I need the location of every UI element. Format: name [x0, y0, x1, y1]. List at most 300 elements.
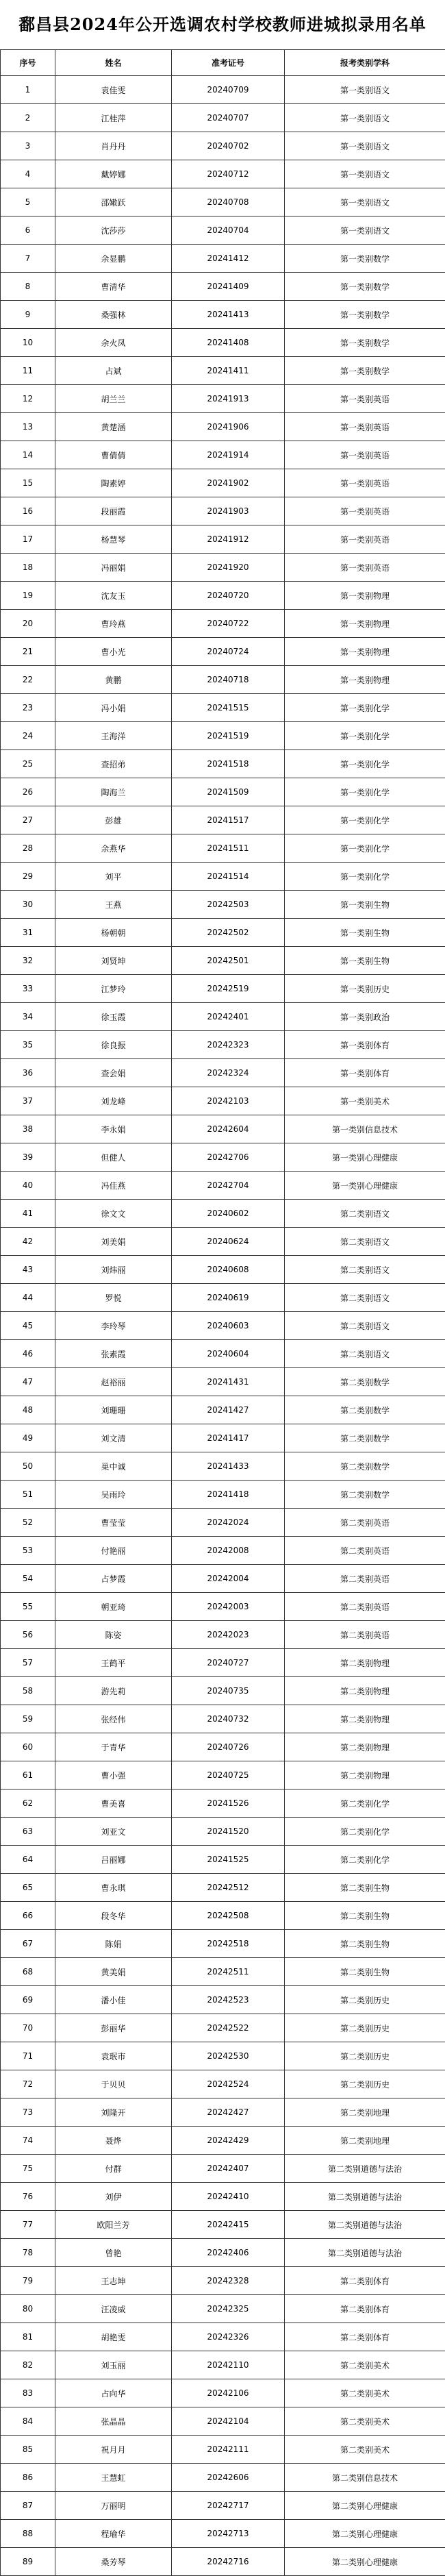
cell-category: 第一类别数学 — [285, 357, 445, 385]
cell-category: 第一类别心理健康 — [285, 1143, 445, 1172]
cell-name: 刘美娟 — [55, 1228, 172, 1256]
cell-name: 刘亚文 — [55, 1818, 172, 1846]
cell-exam-number: 20242003 — [172, 1593, 285, 1621]
cell-exam-number: 20241417 — [172, 1424, 285, 1452]
cell-exam-number: 20240718 — [172, 666, 285, 694]
table-row — [1, 245, 445, 273]
cell-category: 第一类别数学 — [285, 301, 445, 329]
cell-category: 第二类别数学 — [285, 1396, 445, 1424]
table-row — [1, 273, 445, 301]
cell-name: 刘龙峰 — [55, 1087, 172, 1115]
document-title: 鄱昌县2024年公开选调农村学校教师进城拟录用名单 — [0, 0, 445, 49]
cell-exam-number: 20241913 — [172, 385, 285, 413]
cell-category: 第二类别道德与法治 — [285, 2183, 445, 2211]
cell-name: 王鹤平 — [55, 1649, 172, 1677]
cell-exam-number: 20240720 — [172, 582, 285, 610]
cell-exam-number: 20241409 — [172, 273, 285, 301]
cell-index: 26 — [1, 778, 55, 806]
cell-exam-number: 20242110 — [172, 2351, 285, 2379]
cell-category: 第一类别物理 — [285, 610, 445, 638]
cell-index: 88 — [1, 2520, 55, 2548]
cell-exam-number: 20241515 — [172, 694, 285, 722]
table-row — [1, 1340, 445, 1368]
cell-exam-number: 20241408 — [172, 329, 285, 357]
cell-index: 36 — [1, 1059, 55, 1087]
header-exam-number: 准考证号 — [172, 50, 285, 76]
cell-index: 57 — [1, 1649, 55, 1677]
table-row — [1, 582, 445, 610]
table-row — [1, 1958, 445, 1986]
table-row — [1, 1902, 445, 1930]
cell-category: 第二类别生物 — [285, 1958, 445, 1986]
cell-category: 第二类别生物 — [285, 1874, 445, 1902]
cell-exam-number: 20240709 — [172, 76, 285, 104]
header-name: 姓名 — [55, 50, 172, 76]
table-row — [1, 1761, 445, 1789]
cell-name: 李玲琴 — [55, 1312, 172, 1340]
cell-name: 彭丽华 — [55, 2014, 172, 2042]
cell-exam-number: 20242415 — [172, 2211, 285, 2239]
table-row — [1, 357, 445, 385]
cell-exam-number: 20241902 — [172, 469, 285, 497]
cell-exam-number: 20240707 — [172, 104, 285, 132]
table-row — [1, 2239, 445, 2267]
cell-exam-number: 20242023 — [172, 1621, 285, 1649]
cell-index: 38 — [1, 1115, 55, 1143]
cell-category: 第二类别历史 — [285, 2042, 445, 2070]
table-row — [1, 469, 445, 497]
cell-name: 于贝贝 — [55, 2070, 172, 2098]
cell-index: 29 — [1, 863, 55, 891]
cell-name: 江梦玲 — [55, 975, 172, 1003]
cell-index: 28 — [1, 834, 55, 863]
cell-category: 第一类别语文 — [285, 104, 445, 132]
cell-index: 60 — [1, 1733, 55, 1761]
cell-category: 第一类别心理健康 — [285, 1172, 445, 1200]
cell-name: 冯佳燕 — [55, 1172, 172, 1200]
cell-name: 占向华 — [55, 2379, 172, 2407]
cell-index: 47 — [1, 1368, 55, 1396]
cell-category: 第一类别化学 — [285, 722, 445, 750]
table-row — [1, 1284, 445, 1312]
table-row — [1, 2548, 445, 2576]
cell-name: 余显鹏 — [55, 245, 172, 273]
cell-exam-number: 20242104 — [172, 2407, 285, 2436]
table-row — [1, 1172, 445, 1200]
cell-index: 87 — [1, 2492, 55, 2520]
cell-name: 曹小强 — [55, 1761, 172, 1789]
table-row — [1, 722, 445, 750]
cell-exam-number: 20242706 — [172, 1143, 285, 1172]
cell-index: 35 — [1, 1031, 55, 1059]
table-row — [1, 385, 445, 413]
cell-exam-number: 20242716 — [172, 2548, 285, 2576]
cell-index: 69 — [1, 1986, 55, 2014]
cell-name: 曹小光 — [55, 638, 172, 666]
cell-category: 第二类别道德与法治 — [285, 2211, 445, 2239]
cell-index: 4 — [1, 160, 55, 188]
cell-category: 第一类别美术 — [285, 1087, 445, 1115]
table-row — [1, 329, 445, 357]
table-row — [1, 694, 445, 722]
cell-index: 2 — [1, 104, 55, 132]
cell-index: 51 — [1, 1481, 55, 1509]
table-row — [1, 2155, 445, 2183]
cell-index: 8 — [1, 273, 55, 301]
cell-name: 袁珉市 — [55, 2042, 172, 2070]
table-row — [1, 1481, 445, 1509]
cell-name: 付艳丽 — [55, 1537, 172, 1565]
table-row — [1, 1818, 445, 1846]
cell-exam-number: 20240619 — [172, 1284, 285, 1312]
cell-index: 18 — [1, 554, 55, 582]
cell-name: 杨朝朝 — [55, 919, 172, 947]
cell-index: 9 — [1, 301, 55, 329]
cell-index: 49 — [1, 1424, 55, 1452]
table-row — [1, 2014, 445, 2042]
cell-category: 第二类别生物 — [285, 1902, 445, 1930]
cell-category: 第一类别语文 — [285, 76, 445, 104]
table-row — [1, 1059, 445, 1087]
table-row — [1, 1256, 445, 1284]
cell-name: 王志坤 — [55, 2267, 172, 2295]
cell-category: 第二类别物理 — [285, 1761, 445, 1789]
cell-name: 彭雄 — [55, 806, 172, 834]
cell-index: 65 — [1, 1874, 55, 1902]
cell-index: 79 — [1, 2267, 55, 2295]
cell-exam-number: 20240624 — [172, 1228, 285, 1256]
table-row — [1, 1705, 445, 1733]
cell-name: 刘文清 — [55, 1424, 172, 1452]
cell-index: 83 — [1, 2379, 55, 2407]
table-row — [1, 525, 445, 554]
cell-index: 54 — [1, 1565, 55, 1593]
table-row — [1, 2407, 445, 2436]
table-row — [1, 1509, 445, 1537]
cell-category: 第二类别心理健康 — [285, 2492, 445, 2520]
table-row — [1, 2267, 445, 2295]
cell-name: 沈莎莎 — [55, 216, 172, 245]
table-row — [1, 216, 445, 245]
cell-name: 曹莹莹 — [55, 1509, 172, 1537]
cell-index: 13 — [1, 413, 55, 441]
cell-category: 第二类别信息技术 — [285, 2464, 445, 2492]
cell-exam-number: 20242406 — [172, 2239, 285, 2267]
cell-exam-number: 20240712 — [172, 160, 285, 188]
cell-category: 第一类别英语 — [285, 441, 445, 469]
cell-name: 占斌 — [55, 357, 172, 385]
table-row — [1, 919, 445, 947]
cell-name: 罗悦 — [55, 1284, 172, 1312]
cell-category: 第一类别英语 — [285, 554, 445, 582]
cell-index: 77 — [1, 2211, 55, 2239]
cell-name: 于青华 — [55, 1733, 172, 1761]
cell-exam-number: 20240603 — [172, 1312, 285, 1340]
table-row — [1, 2211, 445, 2239]
cell-exam-number: 20241412 — [172, 245, 285, 273]
cell-exam-number: 20241514 — [172, 863, 285, 891]
cell-category: 第一类别数学 — [285, 329, 445, 357]
header-index: 序号 — [1, 50, 55, 76]
table-row — [1, 666, 445, 694]
cell-index: 1 — [1, 76, 55, 104]
cell-index: 33 — [1, 975, 55, 1003]
cell-name: 陈姿 — [55, 1621, 172, 1649]
cell-exam-number: 20242328 — [172, 2267, 285, 2295]
cell-category: 第二类别物理 — [285, 1705, 445, 1733]
cell-category: 第一类别化学 — [285, 750, 445, 778]
cell-category: 第一类别体育 — [285, 1031, 445, 1059]
cell-index: 78 — [1, 2239, 55, 2267]
cell-index: 21 — [1, 638, 55, 666]
cell-index: 27 — [1, 806, 55, 834]
cell-category: 第一类别语文 — [285, 188, 445, 216]
table-row — [1, 947, 445, 975]
cell-category: 第二类别化学 — [285, 1818, 445, 1846]
table-row — [1, 1368, 445, 1396]
cell-exam-number: 20241411 — [172, 357, 285, 385]
cell-exam-number: 20241413 — [172, 301, 285, 329]
cell-category: 第二类别英语 — [285, 1621, 445, 1649]
cell-category: 第二类别数学 — [285, 1424, 445, 1452]
cell-exam-number: 20242103 — [172, 1087, 285, 1115]
cell-name: 付群 — [55, 2155, 172, 2183]
table-row — [1, 1986, 445, 2014]
table-row — [1, 2379, 445, 2407]
cell-index: 55 — [1, 1593, 55, 1621]
table-row — [1, 1424, 445, 1452]
table-row — [1, 1930, 445, 1958]
cell-category: 第二类别物理 — [285, 1677, 445, 1705]
cell-index: 71 — [1, 2042, 55, 2070]
cell-index: 44 — [1, 1284, 55, 1312]
cell-index: 62 — [1, 1789, 55, 1818]
table-row — [1, 1087, 445, 1115]
cell-index: 74 — [1, 2127, 55, 2155]
table-row — [1, 2127, 445, 2155]
cell-index: 39 — [1, 1143, 55, 1172]
cell-exam-number: 20242522 — [172, 2014, 285, 2042]
cell-exam-number: 20242523 — [172, 1986, 285, 2014]
cell-name: 赵裕丽 — [55, 1368, 172, 1396]
cell-index: 32 — [1, 947, 55, 975]
cell-exam-number: 20241509 — [172, 778, 285, 806]
cell-category: 第一类别化学 — [285, 806, 445, 834]
cell-category: 第二类别美术 — [285, 2407, 445, 2436]
table-row — [1, 554, 445, 582]
cell-name: 胡兰兰 — [55, 385, 172, 413]
cell-exam-number: 20241920 — [172, 554, 285, 582]
cell-index: 40 — [1, 1172, 55, 1200]
cell-index: 73 — [1, 2098, 55, 2127]
cell-index: 80 — [1, 2295, 55, 2323]
cell-category: 第二类别道德与法治 — [285, 2155, 445, 2183]
cell-exam-number: 20242407 — [172, 2155, 285, 2183]
cell-index: 12 — [1, 385, 55, 413]
cell-category: 第二类别心理健康 — [285, 2548, 445, 2576]
cell-exam-number: 20242508 — [172, 1902, 285, 1930]
table-row — [1, 1537, 445, 1565]
admission-table — [0, 49, 445, 2576]
cell-name: 江桂萍 — [55, 104, 172, 132]
cell-exam-number: 20240722 — [172, 610, 285, 638]
cell-exam-number: 20241518 — [172, 750, 285, 778]
cell-category: 第二类别美术 — [285, 2379, 445, 2407]
cell-index: 61 — [1, 1761, 55, 1789]
cell-index: 58 — [1, 1677, 55, 1705]
cell-exam-number: 20242717 — [172, 2492, 285, 2520]
cell-name: 曹永琪 — [55, 1874, 172, 1902]
cell-category: 第二类别英语 — [285, 1593, 445, 1621]
cell-index: 45 — [1, 1312, 55, 1340]
cell-name: 游先莉 — [55, 1677, 172, 1705]
cell-category: 第一类别化学 — [285, 863, 445, 891]
cell-category: 第二类别体育 — [285, 2295, 445, 2323]
cell-name: 刘隆开 — [55, 2098, 172, 2127]
cell-index: 10 — [1, 329, 55, 357]
cell-name: 潘小佳 — [55, 1986, 172, 2014]
cell-exam-number: 20242008 — [172, 1537, 285, 1565]
cell-name: 刘珊珊 — [55, 1396, 172, 1424]
cell-exam-number: 20242519 — [172, 975, 285, 1003]
cell-exam-number: 20242325 — [172, 2295, 285, 2323]
table-row — [1, 1593, 445, 1621]
cell-name: 余火凤 — [55, 329, 172, 357]
cell-category: 第二类别英语 — [285, 1565, 445, 1593]
cell-name: 黄美娟 — [55, 1958, 172, 1986]
cell-exam-number: 20241903 — [172, 497, 285, 525]
cell-name: 巢中诚 — [55, 1452, 172, 1481]
cell-name: 徐文文 — [55, 1200, 172, 1228]
cell-index: 84 — [1, 2407, 55, 2436]
cell-name: 陈娟 — [55, 1930, 172, 1958]
cell-category: 第二类别化学 — [285, 1846, 445, 1874]
cell-exam-number: 20241906 — [172, 413, 285, 441]
cell-name: 吴雨玲 — [55, 1481, 172, 1509]
cell-index: 24 — [1, 722, 55, 750]
cell-index: 17 — [1, 525, 55, 554]
cell-name: 刘炜丽 — [55, 1256, 172, 1284]
cell-exam-number: 20242503 — [172, 891, 285, 919]
cell-category: 第二类别语文 — [285, 1340, 445, 1368]
table-row — [1, 1031, 445, 1059]
table-row — [1, 441, 445, 469]
cell-index: 76 — [1, 2183, 55, 2211]
table-row — [1, 2098, 445, 2127]
table-row — [1, 104, 445, 132]
cell-index: 68 — [1, 1958, 55, 1986]
cell-category: 第二类别化学 — [285, 1789, 445, 1818]
cell-category: 第一类别数学 — [285, 245, 445, 273]
cell-exam-number: 20240608 — [172, 1256, 285, 1284]
cell-index: 16 — [1, 497, 55, 525]
cell-name: 王燕 — [55, 891, 172, 919]
cell-name: 刘贤坤 — [55, 947, 172, 975]
cell-name: 黄楚涵 — [55, 413, 172, 441]
cell-index: 67 — [1, 1930, 55, 1958]
table-row — [1, 2464, 445, 2492]
cell-exam-number: 20242324 — [172, 1059, 285, 1087]
cell-exam-number: 20240732 — [172, 1705, 285, 1733]
table-row — [1, 2520, 445, 2548]
cell-category: 第二类别语文 — [285, 1200, 445, 1228]
cell-index: 42 — [1, 1228, 55, 1256]
cell-exam-number: 20242524 — [172, 2070, 285, 2098]
cell-index: 56 — [1, 1621, 55, 1649]
cell-category: 第一类别化学 — [285, 694, 445, 722]
cell-category: 第二类别物理 — [285, 1649, 445, 1677]
cell-exam-number: 20242326 — [172, 2323, 285, 2351]
cell-exam-number: 20240604 — [172, 1340, 285, 1368]
cell-category: 第一类别物理 — [285, 582, 445, 610]
cell-exam-number: 20241912 — [172, 525, 285, 554]
cell-name: 朝亚琦 — [55, 1593, 172, 1621]
table-row — [1, 1565, 445, 1593]
cell-exam-number: 20241520 — [172, 1818, 285, 1846]
cell-exam-number: 20242106 — [172, 2379, 285, 2407]
cell-name: 查招弟 — [55, 750, 172, 778]
cell-exam-number: 20240702 — [172, 132, 285, 160]
cell-name: 桑芳琴 — [55, 2548, 172, 2576]
cell-index: 43 — [1, 1256, 55, 1284]
table-row — [1, 975, 445, 1003]
cell-index: 11 — [1, 357, 55, 385]
cell-name: 但健人 — [55, 1143, 172, 1172]
cell-name: 余燕华 — [55, 834, 172, 863]
cell-name: 陶素婷 — [55, 469, 172, 497]
cell-exam-number: 20240726 — [172, 1733, 285, 1761]
table-row — [1, 2351, 445, 2379]
table-row — [1, 891, 445, 919]
cell-name: 欧阳兰芳 — [55, 2211, 172, 2239]
table-row — [1, 863, 445, 891]
cell-name: 吕丽娜 — [55, 1846, 172, 1874]
cell-index: 46 — [1, 1340, 55, 1368]
cell-name: 袁佳雯 — [55, 76, 172, 104]
cell-category: 第二类别英语 — [285, 1537, 445, 1565]
cell-index: 81 — [1, 2323, 55, 2351]
table-row — [1, 1789, 445, 1818]
cell-exam-number: 20242606 — [172, 2464, 285, 2492]
cell-category: 第一类别物理 — [285, 666, 445, 694]
cell-index: 6 — [1, 216, 55, 245]
cell-category: 第一类别体育 — [285, 1059, 445, 1087]
cell-category: 第二类别地理 — [285, 2098, 445, 2127]
table-row — [1, 301, 445, 329]
cell-exam-number: 20242713 — [172, 2520, 285, 2548]
cell-index: 66 — [1, 1902, 55, 1930]
cell-exam-number: 20241431 — [172, 1368, 285, 1396]
cell-name: 聂烨 — [55, 2127, 172, 2155]
cell-exam-number: 20240724 — [172, 638, 285, 666]
cell-name: 张经伟 — [55, 1705, 172, 1733]
cell-category: 第一类别语文 — [285, 132, 445, 160]
cell-name: 刘平 — [55, 863, 172, 891]
cell-exam-number: 20242111 — [172, 2436, 285, 2464]
cell-index: 70 — [1, 2014, 55, 2042]
cell-index: 41 — [1, 1200, 55, 1228]
cell-exam-number: 20241526 — [172, 1789, 285, 1818]
cell-category: 第二类别物理 — [285, 1733, 445, 1761]
table-row — [1, 497, 445, 525]
table-row — [1, 1846, 445, 1874]
cell-index: 22 — [1, 666, 55, 694]
cell-index: 15 — [1, 469, 55, 497]
table-row — [1, 1733, 445, 1761]
cell-category: 第一类别英语 — [285, 525, 445, 554]
cell-category: 第一类别化学 — [285, 778, 445, 806]
cell-index: 20 — [1, 610, 55, 638]
